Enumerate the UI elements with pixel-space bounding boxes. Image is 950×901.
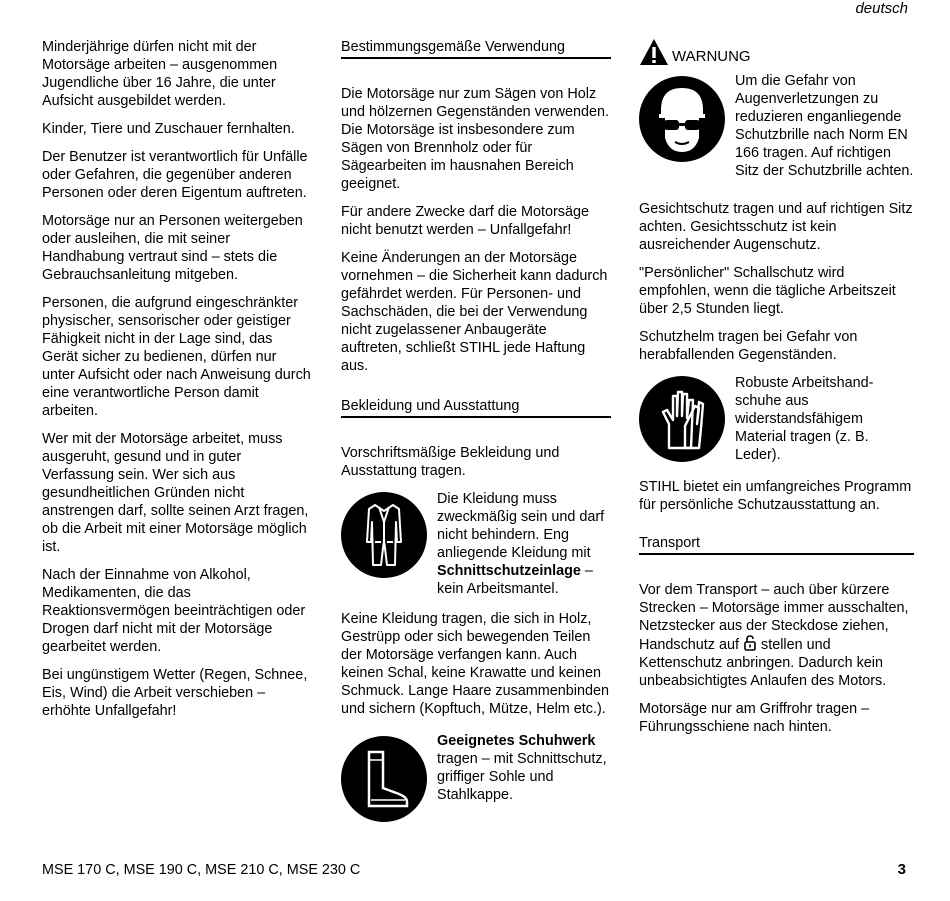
warning-label: WARNUNG — [672, 48, 751, 65]
goggles-icon-text: Um die Gefahr von Augenverletzungen zu reduzieren enganliegende Schutzbrille nach Norm EN 166 tragen. Auf richtigen Sitz der Schutzbrille achten. — [735, 73, 914, 179]
boot-instruction — [341, 732, 611, 840]
paragraph: Nach der Einnahme von Alkohol, Medikamenten, die das Reaktionsvermögen beeinträchtigen oder Drogen darf nicht mit der Motorsäge gearbeitet werden. — [42, 567, 306, 655]
paragraph: Motorsäge nur an Personen weitergeben oder ausleihen, die mit seiner Handhabung vertraut sind – stets die Gebrauchsanleitung mitgeben. — [42, 213, 303, 283]
paragraph: Keine Kleidung tragen, die sich in Holz, Gestrüpp oder sich bewegenden Teilen der Motorsäge verfangen kann. Auch keinen Schal, keine Krawatte und keinen Schmuck. Lange Haare zusammenbinden und sichern (Kopftuch, Mütze, Helm etc.). — [341, 611, 609, 717]
boot-icon — [341, 736, 427, 822]
transport-text-b: stellen und Kettenschutz anbringen. Dadurch kein unbeabsichtigtes Anlaufen des Motors. — [639, 637, 887, 689]
paragraph: Personen, die aufgrund eingeschränkter physischer, sensorischer oder geistiger Fähigkeit nicht in der Lage sind, das Gerät sicher zu bedienen, dürfen nur unter Aufsicht oder nach Anweisung durch eine verantwortliche Person damit arbeiten. — [42, 295, 311, 419]
boot-text-highlight: Geeignetes Schuhwerk — [437, 733, 596, 749]
paragraph: Die Motorsäge nur zum Sägen von Holz und hölzernen Gegenständen verwenden. Die Motorsäge ist insbesondere zum Sägen von Brennholz oder für Sägearbeiten im hausnahen Bereich geeignet. — [341, 86, 610, 192]
transport-text-a: Vor dem Transport – auch über kürzere Strecken – Motorsäge immer ausschalten, Netzstecker aus der Steckdose ziehen, Handschutz auf — [639, 582, 909, 653]
warning-triangle-icon — [639, 38, 669, 66]
paragraph: "Persönlicher" Schallschutz wird empfohlen, wenn die tägliche Arbeitszeit über 2,5 Stunden liegt. — [639, 265, 896, 317]
clothing-icon-text — [437, 490, 611, 598]
section-heading-use: Bestimmungsgemäße Verwendung — [341, 38, 611, 59]
paragraph: Wer mit der Motorsäge arbeitet, muss ausgeruht, gesund und in guter Verfassung sein. Wer sich aus gesundheitlichen Gründen nicht anstrengen darf, sollte seinen Arzt fragen, ob die Arbeit mit einer Motorsäge möglich ist. — [42, 431, 309, 555]
column-1 — [42, 38, 312, 730]
paragraph: Minderjährige dürfen nicht mit der Motorsäge arbeiten – ausgenommen Jugendliche über 16 Jahre, die unter Aufsicht ausgebildet werden. — [42, 39, 278, 109]
clothing-text-highlight: Schnittschutzeinlage — [437, 563, 581, 579]
column-3 — [639, 38, 914, 746]
paragraph: Vorschriftsmäßige Bekleidung und Ausstattung tragen. — [341, 445, 560, 479]
boot-icon-text — [437, 732, 611, 804]
column-2 — [341, 38, 611, 848]
page-number: 3 — [897, 861, 906, 878]
paragraph: Schutzhelm tragen bei Gefahr von herabfallenden Gegenständen. — [639, 329, 858, 363]
paragraph — [639, 581, 914, 690]
goggles-icon — [639, 76, 725, 162]
paragraph: Für andere Zwecke darf die Motorsäge nicht benutzt werden – Unfallgefahr! — [341, 204, 589, 238]
padlock-icon — [743, 635, 757, 651]
gloves-instruction — [639, 374, 914, 470]
gloves-icon — [639, 376, 725, 462]
paragraph: Gesichtschutz tragen und auf richtigen Sitz achten. Gesichtsschutz ist kein ausreichender Augenschutz. — [639, 201, 913, 253]
paragraph: Der Benutzer ist verantwortlich für Unfälle oder Gefahren, die gegenüber anderen Personen oder deren Eigentum auftreten. — [42, 149, 308, 201]
footer-models: MSE 170 C, MSE 190 C, MSE 210 C, MSE 230 C — [42, 862, 361, 878]
header-language: deutsch — [855, 0, 908, 17]
gloves-icon-text: Robuste Arbeitshandschuhe aus widerstandsfähigem Material tragen (z. B. Leder). — [735, 375, 874, 463]
paragraph: Keine Änderungen an der Motorsäge vornehmen – die Sicherheit kann dadurch gefährdet werden. Für Personen- und Sachschäden, die bei der Verwendung nicht zugelassener Anbaugeräte auftreten, schließt STIHL jede Haftung aus. — [341, 250, 608, 374]
goggles-instruction — [639, 72, 914, 198]
boot-text: tragen – mit Schnittschutz, griffiger Sohle und Stahlkappe. — [437, 751, 607, 803]
paragraph: Motorsäge nur am Griffrohr tragen – Führungsschiene nach hinten. — [639, 701, 870, 735]
clothing-text-a: Die Kleidung muss zweckmäßig sein und darf nicht behindern. Eng anliegende Kleidung mit — [437, 491, 605, 561]
section-heading-transport: Transport — [639, 534, 914, 555]
section-heading-clothing: Bekleidung und Ausstattung — [341, 397, 611, 418]
paragraph: STIHL bietet ein umfangreiches Programm für persönliche Schutzausstattung an. — [639, 479, 912, 513]
suit-icon — [341, 492, 427, 578]
warning-heading — [639, 38, 914, 66]
paragraph: Kinder, Tiere und Zuschauer fernhalten. — [42, 121, 295, 137]
clothing-text-c: – kein Arbeitsmantel. — [437, 563, 593, 597]
paragraph: Bei ungünstigem Wetter (Regen, Schnee, Eis, Wind) die Arbeit verschieben – erhöhte Unfallgefahr! — [42, 667, 308, 719]
clothing-instruction — [341, 490, 611, 602]
